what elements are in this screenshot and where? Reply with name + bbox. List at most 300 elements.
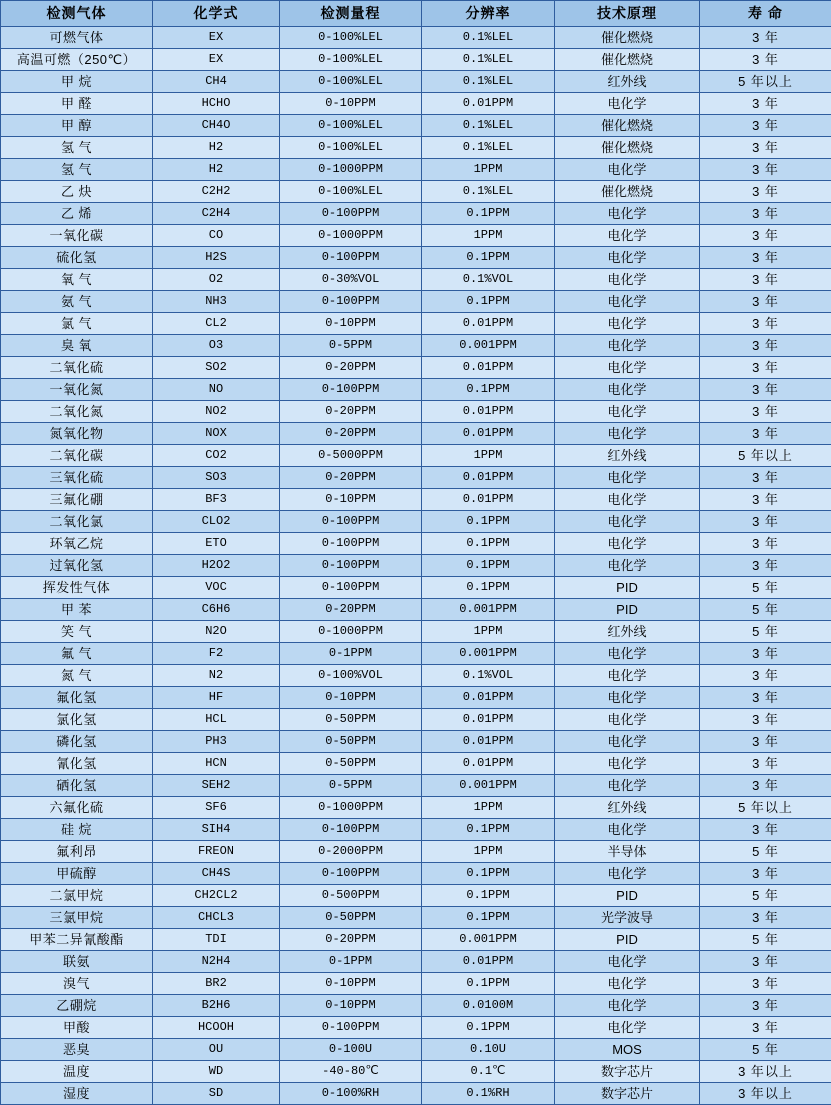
column-header-resolution: 分辨率 — [422, 1, 555, 27]
cell-lifespan: 3 年 — [700, 335, 831, 357]
cell-lifespan: 3 年 — [700, 159, 831, 181]
cell-principle: PID — [555, 929, 700, 951]
cell-range: 0-50PPM — [280, 731, 422, 753]
cell-formula: H2S — [153, 247, 280, 269]
cell-range: 0-1000PPM — [280, 621, 422, 643]
cell-principle: 电化学 — [555, 775, 700, 797]
cell-resolution: 0.1%LEL — [422, 49, 555, 71]
cell-lifespan: 3 年 — [700, 1017, 831, 1039]
cell-lifespan: 3 年 — [700, 489, 831, 511]
table-row — [1, 973, 831, 995]
cell-formula: CH2CL2 — [153, 885, 280, 907]
cell-range: 0-100PPM — [280, 379, 422, 401]
cell-gas: 甲硫醇 — [1, 863, 153, 885]
cell-principle: 红外线 — [555, 797, 700, 819]
cell-gas: 六氟化硫 — [1, 797, 153, 819]
cell-gas: 氮氧化物 — [1, 423, 153, 445]
cell-gas: 磷化氢 — [1, 731, 153, 753]
cell-principle: 光学波导 — [555, 907, 700, 929]
cell-formula: ETO — [153, 533, 280, 555]
table-row — [1, 291, 831, 313]
table-row — [1, 665, 831, 687]
cell-formula: CH4S — [153, 863, 280, 885]
cell-lifespan: 3 年 — [700, 313, 831, 335]
cell-principle: 电化学 — [555, 709, 700, 731]
cell-lifespan: 3 年 — [700, 753, 831, 775]
cell-formula: NO2 — [153, 401, 280, 423]
cell-principle: 电化学 — [555, 357, 700, 379]
cell-gas: 氰化氢 — [1, 753, 153, 775]
cell-lifespan: 5 年 — [700, 599, 831, 621]
cell-range: 0-1000PPM — [280, 159, 422, 181]
cell-formula: SF6 — [153, 797, 280, 819]
cell-principle: 电化学 — [555, 863, 700, 885]
cell-lifespan: 5 年 — [700, 841, 831, 863]
cell-formula: SIH4 — [153, 819, 280, 841]
cell-formula: SO2 — [153, 357, 280, 379]
table-row — [1, 247, 831, 269]
table-row — [1, 71, 831, 93]
cell-resolution: 0.01PPM — [422, 357, 555, 379]
cell-formula: TDI — [153, 929, 280, 951]
cell-formula: CL2 — [153, 313, 280, 335]
cell-principle: 半导体 — [555, 841, 700, 863]
cell-gas: 溴气 — [1, 973, 153, 995]
cell-resolution: 0.1%LEL — [422, 27, 555, 49]
table-row — [1, 775, 831, 797]
cell-range: 0-100PPM — [280, 291, 422, 313]
cell-gas: 一氧化氮 — [1, 379, 153, 401]
cell-formula: VOC — [153, 577, 280, 599]
cell-lifespan: 5 年 — [700, 1039, 831, 1061]
cell-principle: 电化学 — [555, 467, 700, 489]
cell-formula: WD — [153, 1061, 280, 1083]
cell-principle: 电化学 — [555, 269, 700, 291]
cell-formula: CO2 — [153, 445, 280, 467]
cell-principle: PID — [555, 885, 700, 907]
cell-resolution: 0.1%LEL — [422, 71, 555, 93]
cell-range: 0-100PPM — [280, 203, 422, 225]
table-row — [1, 621, 831, 643]
cell-lifespan: 5 年 — [700, 885, 831, 907]
cell-range: 0-100PPM — [280, 533, 422, 555]
cell-principle: 电化学 — [555, 951, 700, 973]
cell-formula: NH3 — [153, 291, 280, 313]
cell-range: 0-10PPM — [280, 995, 422, 1017]
table-row — [1, 423, 831, 445]
cell-range: 0-100%RH — [280, 1083, 422, 1105]
cell-principle: 数字芯片 — [555, 1083, 700, 1105]
cell-lifespan: 3 年 — [700, 709, 831, 731]
cell-resolution: 0.1PPM — [422, 863, 555, 885]
cell-range: 0-20PPM — [280, 423, 422, 445]
cell-lifespan: 3 年 — [700, 225, 831, 247]
cell-principle: 电化学 — [555, 643, 700, 665]
cell-lifespan: 3 年 — [700, 401, 831, 423]
table-header-row — [1, 1, 831, 27]
cell-gas: 可燃气体 — [1, 27, 153, 49]
cell-range: 0-100%LEL — [280, 137, 422, 159]
cell-resolution: 0.1%VOL — [422, 269, 555, 291]
cell-resolution: 1PPM — [422, 225, 555, 247]
cell-principle: 数字芯片 — [555, 1061, 700, 1083]
cell-principle: 电化学 — [555, 247, 700, 269]
cell-principle: 电化学 — [555, 93, 700, 115]
cell-range: 0-100PPM — [280, 1017, 422, 1039]
cell-resolution: 0.001PPM — [422, 929, 555, 951]
cell-formula: HF — [153, 687, 280, 709]
cell-lifespan: 3 年 — [700, 467, 831, 489]
column-header-range: 检测量程 — [280, 1, 422, 27]
cell-resolution: 1PPM — [422, 621, 555, 643]
table-row — [1, 951, 831, 973]
cell-gas: 高温可燃（250℃） — [1, 49, 153, 71]
cell-lifespan: 3 年 — [700, 357, 831, 379]
table-row — [1, 93, 831, 115]
cell-formula: N2O — [153, 621, 280, 643]
cell-gas: 甲酸 — [1, 1017, 153, 1039]
cell-resolution: 0.1PPM — [422, 511, 555, 533]
cell-range: 0-1PPM — [280, 951, 422, 973]
cell-lifespan: 3 年 — [700, 533, 831, 555]
cell-gas: 甲 苯 — [1, 599, 153, 621]
table-row — [1, 907, 831, 929]
cell-range: 0-5000PPM — [280, 445, 422, 467]
cell-range: 0-20PPM — [280, 357, 422, 379]
cell-range: 0-20PPM — [280, 929, 422, 951]
cell-resolution: 1PPM — [422, 159, 555, 181]
cell-gas: 氟利昂 — [1, 841, 153, 863]
cell-gas: 联氨 — [1, 951, 153, 973]
cell-gas: 氢 气 — [1, 159, 153, 181]
table-row — [1, 467, 831, 489]
cell-lifespan: 3 年 — [700, 137, 831, 159]
cell-principle: 催化燃烧 — [555, 137, 700, 159]
cell-principle: 电化学 — [555, 665, 700, 687]
cell-gas: 甲 醇 — [1, 115, 153, 137]
cell-gas: 过氧化氢 — [1, 555, 153, 577]
cell-range: -40-80℃ — [280, 1061, 422, 1083]
cell-gas: 温度 — [1, 1061, 153, 1083]
cell-lifespan: 3 年 — [700, 907, 831, 929]
cell-resolution: 0.001PPM — [422, 599, 555, 621]
column-header-gas: 检测气体 — [1, 1, 153, 27]
cell-range: 0-100%LEL — [280, 115, 422, 137]
cell-principle: 电化学 — [555, 159, 700, 181]
cell-formula: PH3 — [153, 731, 280, 753]
cell-range: 0-100PPM — [280, 247, 422, 269]
cell-formula: O3 — [153, 335, 280, 357]
cell-range: 0-100PPM — [280, 819, 422, 841]
cell-range: 0-100%LEL — [280, 27, 422, 49]
cell-lifespan: 3 年 — [700, 115, 831, 137]
cell-range: 0-20PPM — [280, 401, 422, 423]
cell-resolution: 0.1%LEL — [422, 115, 555, 137]
cell-principle: 电化学 — [555, 379, 700, 401]
cell-formula: SD — [153, 1083, 280, 1105]
cell-resolution: 0.01PPM — [422, 709, 555, 731]
table-row — [1, 841, 831, 863]
cell-resolution: 0.01PPM — [422, 687, 555, 709]
cell-gas: 三氯甲烷 — [1, 907, 153, 929]
cell-resolution: 0.1PPM — [422, 555, 555, 577]
cell-range: 0-10PPM — [280, 687, 422, 709]
table-row — [1, 687, 831, 709]
cell-gas: 乙 炔 — [1, 181, 153, 203]
table-row — [1, 49, 831, 71]
cell-principle: 催化燃烧 — [555, 181, 700, 203]
table-row — [1, 357, 831, 379]
cell-lifespan: 3 年 — [700, 973, 831, 995]
cell-range: 0-500PPM — [280, 885, 422, 907]
cell-principle: 电化学 — [555, 555, 700, 577]
table-body — [1, 27, 831, 1105]
cell-lifespan: 3 年 — [700, 687, 831, 709]
cell-gas: 环氧乙烷 — [1, 533, 153, 555]
cell-formula: CH4O — [153, 115, 280, 137]
cell-gas: 氯 气 — [1, 313, 153, 335]
cell-gas: 二氯甲烷 — [1, 885, 153, 907]
cell-lifespan: 3 年 — [700, 423, 831, 445]
cell-formula: CLO2 — [153, 511, 280, 533]
table-row — [1, 203, 831, 225]
cell-lifespan: 3 年 — [700, 291, 831, 313]
cell-principle: 电化学 — [555, 489, 700, 511]
cell-principle: 催化燃烧 — [555, 49, 700, 71]
cell-lifespan: 3 年 — [700, 49, 831, 71]
cell-resolution: 0.1PPM — [422, 907, 555, 929]
cell-resolution: 0.1PPM — [422, 379, 555, 401]
cell-range: 0-1000PPM — [280, 225, 422, 247]
table-row — [1, 753, 831, 775]
column-header-formula: 化学式 — [153, 1, 280, 27]
cell-gas: 恶臭 — [1, 1039, 153, 1061]
table-row — [1, 511, 831, 533]
cell-range: 0-100PPM — [280, 863, 422, 885]
cell-principle: 电化学 — [555, 203, 700, 225]
cell-formula: CHCL3 — [153, 907, 280, 929]
cell-resolution: 0.001PPM — [422, 335, 555, 357]
table-row — [1, 555, 831, 577]
table-row — [1, 225, 831, 247]
cell-principle: 电化学 — [555, 731, 700, 753]
table-header — [1, 1, 831, 27]
cell-principle: 电化学 — [555, 423, 700, 445]
cell-range: 0-100PPM — [280, 511, 422, 533]
table-row — [1, 1017, 831, 1039]
cell-gas: 乙硼烷 — [1, 995, 153, 1017]
cell-principle: 电化学 — [555, 313, 700, 335]
cell-formula: SO3 — [153, 467, 280, 489]
cell-lifespan: 3 年 — [700, 819, 831, 841]
table-row — [1, 313, 831, 335]
cell-formula: BR2 — [153, 973, 280, 995]
cell-range: 0-5PPM — [280, 335, 422, 357]
table-row — [1, 929, 831, 951]
cell-resolution: 0.1PPM — [422, 973, 555, 995]
cell-lifespan: 3 年以上 — [700, 1083, 831, 1105]
cell-resolution: 0.01PPM — [422, 401, 555, 423]
cell-gas: 硅 烷 — [1, 819, 153, 841]
cell-gas: 氮 气 — [1, 665, 153, 687]
cell-lifespan: 3 年 — [700, 203, 831, 225]
cell-formula: H2O2 — [153, 555, 280, 577]
cell-gas: 硒化氢 — [1, 775, 153, 797]
cell-range: 0-10PPM — [280, 489, 422, 511]
cell-lifespan: 3 年以上 — [700, 1061, 831, 1083]
cell-gas: 二氧化硫 — [1, 357, 153, 379]
cell-range: 0-30%VOL — [280, 269, 422, 291]
cell-resolution: 0.1%RH — [422, 1083, 555, 1105]
cell-principle: 电化学 — [555, 511, 700, 533]
table-row — [1, 797, 831, 819]
cell-principle: PID — [555, 577, 700, 599]
cell-gas: 甲 醛 — [1, 93, 153, 115]
cell-range: 0-100U — [280, 1039, 422, 1061]
cell-resolution: 0.01PPM — [422, 951, 555, 973]
table-row — [1, 709, 831, 731]
table-row — [1, 489, 831, 511]
cell-resolution: 0.1%LEL — [422, 181, 555, 203]
table-row — [1, 159, 831, 181]
cell-formula: F2 — [153, 643, 280, 665]
cell-range: 0-50PPM — [280, 753, 422, 775]
cell-gas: 氟化氢 — [1, 687, 153, 709]
cell-gas: 氧 气 — [1, 269, 153, 291]
table-row — [1, 1039, 831, 1061]
cell-resolution: 0.0100M — [422, 995, 555, 1017]
cell-gas: 挥发性气体 — [1, 577, 153, 599]
cell-range: 0-2000PPM — [280, 841, 422, 863]
cell-range: 0-100%LEL — [280, 49, 422, 71]
cell-range: 0-10PPM — [280, 313, 422, 335]
cell-range: 0-20PPM — [280, 467, 422, 489]
column-header-lifespan: 寿 命 — [700, 1, 831, 27]
cell-formula: HCHO — [153, 93, 280, 115]
cell-principle: MOS — [555, 1039, 700, 1061]
cell-gas: 三氧化硫 — [1, 467, 153, 489]
table-row — [1, 643, 831, 665]
cell-resolution: 0.001PPM — [422, 775, 555, 797]
cell-principle: 电化学 — [555, 687, 700, 709]
cell-formula: CH4 — [153, 71, 280, 93]
cell-range: 0-20PPM — [280, 599, 422, 621]
cell-lifespan: 3 年 — [700, 643, 831, 665]
cell-formula: FREON — [153, 841, 280, 863]
cell-principle: 催化燃烧 — [555, 115, 700, 137]
table-row — [1, 269, 831, 291]
table-row — [1, 599, 831, 621]
cell-lifespan: 3 年 — [700, 775, 831, 797]
cell-principle: 电化学 — [555, 1017, 700, 1039]
cell-formula: OU — [153, 1039, 280, 1061]
cell-resolution: 0.1PPM — [422, 291, 555, 313]
cell-gas: 臭 氧 — [1, 335, 153, 357]
cell-range: 0-50PPM — [280, 907, 422, 929]
cell-resolution: 0.01PPM — [422, 423, 555, 445]
cell-range: 0-50PPM — [280, 709, 422, 731]
cell-lifespan: 3 年 — [700, 863, 831, 885]
cell-gas: 笑 气 — [1, 621, 153, 643]
cell-gas: 硫化氢 — [1, 247, 153, 269]
cell-formula: SEH2 — [153, 775, 280, 797]
cell-formula: EX — [153, 27, 280, 49]
cell-resolution: 0.1PPM — [422, 247, 555, 269]
cell-formula: H2 — [153, 137, 280, 159]
cell-resolution: 0.01PPM — [422, 313, 555, 335]
table-row — [1, 995, 831, 1017]
cell-principle: 电化学 — [555, 753, 700, 775]
cell-formula: NO — [153, 379, 280, 401]
cell-range: 0-100%LEL — [280, 71, 422, 93]
cell-resolution: 0.1PPM — [422, 1017, 555, 1039]
cell-gas: 乙 烯 — [1, 203, 153, 225]
cell-resolution: 1PPM — [422, 445, 555, 467]
cell-formula: HCL — [153, 709, 280, 731]
table-row — [1, 577, 831, 599]
table-row — [1, 1083, 831, 1105]
table-row — [1, 445, 831, 467]
table-row — [1, 819, 831, 841]
cell-principle: 电化学 — [555, 995, 700, 1017]
cell-gas: 二氧化氮 — [1, 401, 153, 423]
cell-lifespan: 5 年 — [700, 577, 831, 599]
cell-resolution: 0.1PPM — [422, 819, 555, 841]
cell-range: 0-100%LEL — [280, 181, 422, 203]
cell-gas: 氯化氢 — [1, 709, 153, 731]
cell-gas: 湿度 — [1, 1083, 153, 1105]
cell-lifespan: 3 年 — [700, 511, 831, 533]
table-row — [1, 379, 831, 401]
cell-gas: 二氧化碳 — [1, 445, 153, 467]
cell-lifespan: 5 年以上 — [700, 71, 831, 93]
table-row — [1, 533, 831, 555]
cell-principle: 红外线 — [555, 71, 700, 93]
cell-gas: 甲 烷 — [1, 71, 153, 93]
cell-formula: C2H2 — [153, 181, 280, 203]
cell-range: 0-100PPM — [280, 555, 422, 577]
cell-range: 0-100%VOL — [280, 665, 422, 687]
cell-formula: N2H4 — [153, 951, 280, 973]
cell-gas: 甲苯二异氰酸酯 — [1, 929, 153, 951]
cell-formula: C6H6 — [153, 599, 280, 621]
cell-gas: 氟 气 — [1, 643, 153, 665]
cell-principle: 红外线 — [555, 445, 700, 467]
table-row — [1, 335, 831, 357]
cell-resolution: 0.1PPM — [422, 533, 555, 555]
cell-resolution: 0.1%VOL — [422, 665, 555, 687]
cell-lifespan: 3 年 — [700, 27, 831, 49]
cell-principle: PID — [555, 599, 700, 621]
cell-principle: 电化学 — [555, 401, 700, 423]
cell-lifespan: 5 年以上 — [700, 797, 831, 819]
cell-resolution: 0.01PPM — [422, 731, 555, 753]
cell-principle: 催化燃烧 — [555, 27, 700, 49]
cell-resolution: 0.10U — [422, 1039, 555, 1061]
cell-principle: 红外线 — [555, 621, 700, 643]
table-row — [1, 1061, 831, 1083]
cell-resolution: 0.01PPM — [422, 489, 555, 511]
cell-lifespan: 3 年 — [700, 379, 831, 401]
cell-range: 0-10PPM — [280, 973, 422, 995]
cell-lifespan: 3 年 — [700, 181, 831, 203]
cell-range: 0-5PPM — [280, 775, 422, 797]
cell-resolution: 0.01PPM — [422, 753, 555, 775]
cell-lifespan: 3 年 — [700, 995, 831, 1017]
cell-formula: B2H6 — [153, 995, 280, 1017]
cell-resolution: 0.1%LEL — [422, 137, 555, 159]
cell-resolution: 0.1PPM — [422, 203, 555, 225]
